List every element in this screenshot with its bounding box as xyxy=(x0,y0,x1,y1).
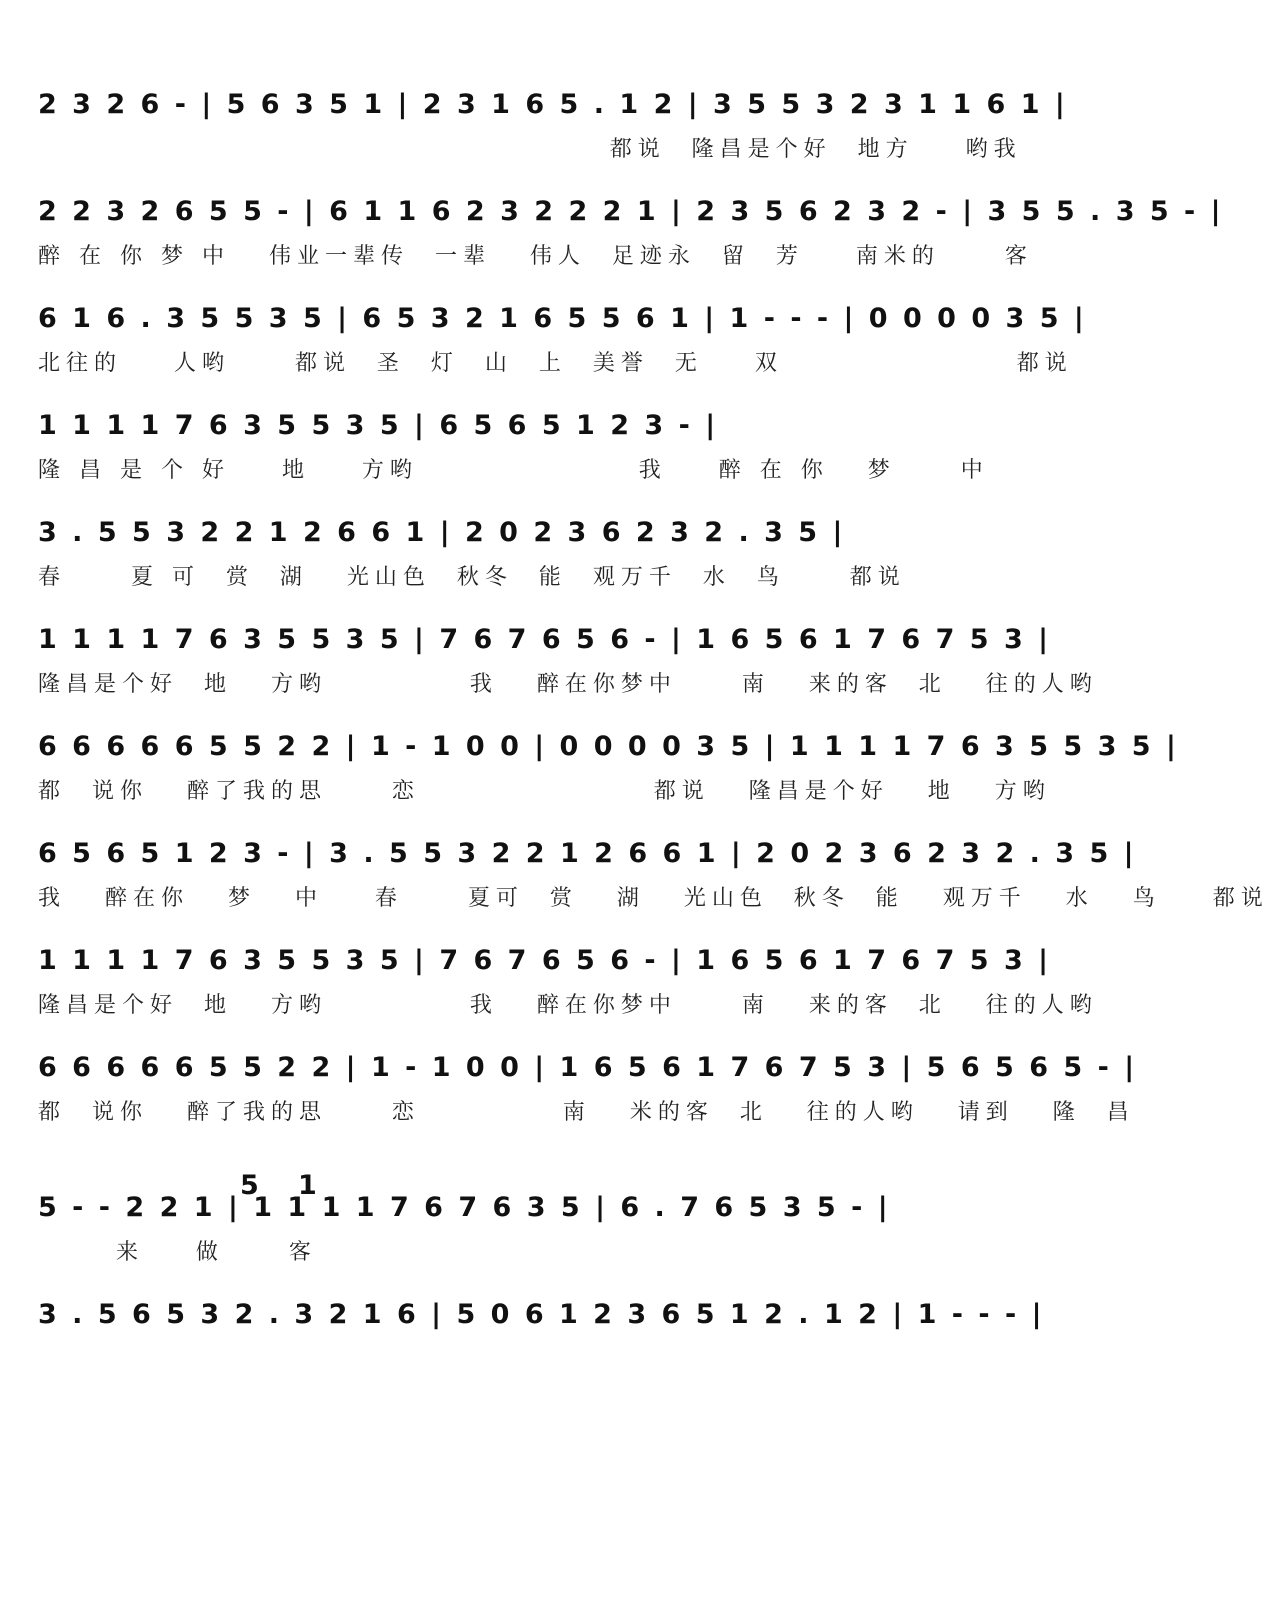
notes: 6 1 6 . 3 5 5 3 5 | 6 5 3 2 1 6 5 5 6 1 | 1 - - - | 0 0 0 0 3 5 | xyxy=(38,303,1087,334)
lyrics: 隆昌是个好 地 方哟 我 醉在你梦中 南 来的客 北 往的人哟 xyxy=(38,672,1098,697)
notes: 2 2 3 2 6 5 5 - | 6 1 1 6 2 3 2 2 2 1 | 2 3 5 6 2 3 2 - | 3 5 5 . 3 5 - | xyxy=(38,196,1224,227)
notes: 6 5 6 5 1 2 3 - | 3 . 5 5 3 2 2 1 2 6 6 1 | 2 0 2 3 6 2 3 2 . 3 5 | xyxy=(38,838,1137,869)
lyrics: 北往的 人哟 都说 圣 灯 山 上 美誉 无 双 都说 xyxy=(38,351,1073,376)
staff-line-9 xyxy=(30,936,1098,1046)
lyrics: 都说 隆昌是个好 地方 哟我 xyxy=(38,137,1022,162)
notes: 5 - - 2 2 1 | 1 1 1 1 7 6 7 6 3 5 | 6 . 7 6 5 3 5 - | xyxy=(38,1192,891,1223)
lyrics: 隆昌是个好 地 方哟 我 醉在你梦中 南 来的客 北 往的人哟 xyxy=(38,993,1098,1018)
notes: 1 1 1 1 7 6 3 5 5 3 5 | 6 5 6 5 1 2 3 - | xyxy=(38,410,719,441)
lyrics: 春 夏 可 赏 湖 光山色 秋冬 能 观万千 水 鸟 都说 xyxy=(38,565,906,590)
grace-note: 5 xyxy=(240,1170,259,1201)
staff-line-12 xyxy=(30,1290,1050,1400)
staff-line-7 xyxy=(30,722,1179,832)
lyrics: 都 说你 醉了我的思 恋 都说 隆昌是个好 地 方哟 xyxy=(38,779,1051,804)
staff-line-1 xyxy=(30,80,1068,190)
staff-line-4 xyxy=(30,401,1050,511)
notes: 3 . 5 6 5 3 2 . 3 2 1 6 | 5 0 6 1 2 3 6 5 1 2 . 1 2 | 1 - - - | xyxy=(38,1299,1045,1330)
notes: 2 3 2 6 - | 5 6 3 5 1 | 2 3 1 6 5 . 1 2 | 3 5 5 3 2 3 1 1 6 1 | xyxy=(38,89,1068,120)
staff-line-6 xyxy=(30,615,1098,725)
lyrics: 隆 昌 是 个 好 地 方哟 我 醉 在 你 梦 中 xyxy=(38,458,989,483)
lyrics: 醉 在 你 梦 中 伟业一辈传 一辈 伟人 足迹永 留 芳 南米的 客 xyxy=(38,244,1033,269)
lyrics xyxy=(38,1340,1030,1380)
lyrics: 我 醉在你 梦 中 春 夏可 赏 湖 光山色 秋冬 能 观万千 水 鸟 都说 xyxy=(38,886,1269,911)
notes: 6 6 6 6 6 5 5 2 2 | 1 - 1 0 0 | 0 0 0 0 3 5 | 1 1 1 1 7 6 3 5 5 3 5 | xyxy=(38,731,1179,762)
staff-line-3 xyxy=(30,294,1087,404)
staff-line-8 xyxy=(30,829,1269,939)
notes: 1 1 1 1 7 6 3 5 5 3 5 | 7 6 7 6 5 6 - | 1 6 5 6 1 7 6 7 5 3 | xyxy=(38,945,1052,976)
grace-note: 1 xyxy=(298,1170,317,1201)
staff-line-11 xyxy=(30,1183,1050,1293)
notes: 1 1 1 1 7 6 3 5 5 3 5 | 7 6 7 6 5 6 - | 1 6 5 6 1 7 6 7 5 3 | xyxy=(38,624,1052,655)
notes: 3 . 5 5 3 2 2 1 2 6 6 1 | 2 0 2 3 6 2 3 2 . 3 5 | xyxy=(38,517,846,548)
staff-line-2 xyxy=(30,187,1224,297)
staff-line-10 xyxy=(30,1043,1138,1153)
notes: 6 6 6 6 6 5 5 2 2 | 1 - 1 0 0 | 1 6 5 6 1 7 6 7 5 3 | 5 6 5 6 5 - | xyxy=(38,1052,1138,1083)
lyrics: 都 说你 醉了我的思 恋 南 米的客 北 往的人哟 请到 隆 昌 xyxy=(38,1100,1135,1125)
lyrics: 来 做 客 xyxy=(38,1240,317,1265)
staff-line-5 xyxy=(30,508,1050,618)
